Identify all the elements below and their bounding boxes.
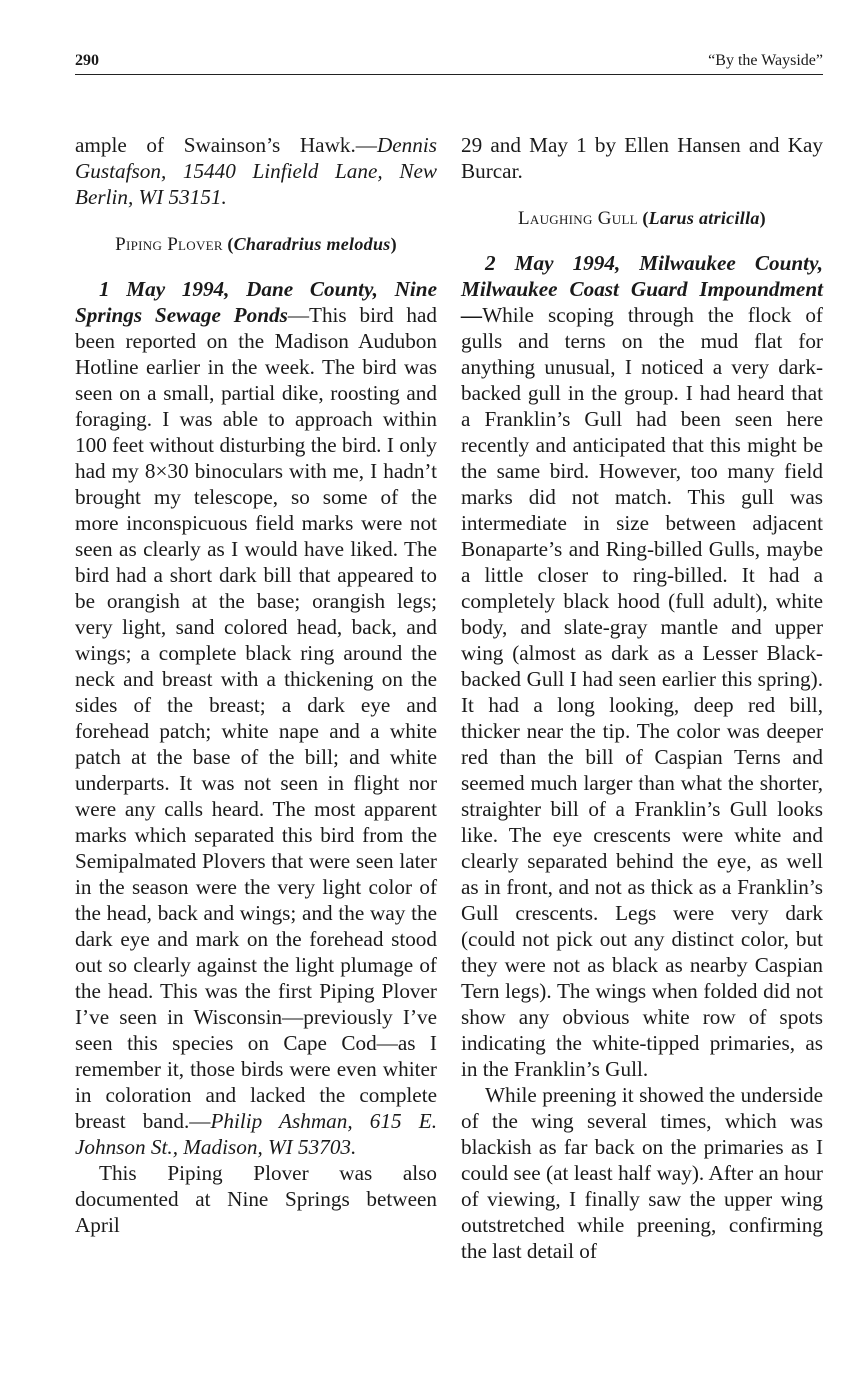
note-paragraph: This Piping Plover was also documented at Nine Springs between April	[75, 1161, 437, 1237]
right-column	[461, 132, 823, 1264]
continued-paragraph: 29 and May 1 by Ellen Hansen and Kay Burcar.	[461, 133, 823, 183]
scientific-name: Larus atricilla	[648, 208, 760, 228]
species-heading-laughing-gull: Laughing Gull (Larus atricilla)	[518, 208, 766, 229]
page-header	[75, 52, 823, 75]
left-column	[75, 132, 437, 1238]
entry-paragraph	[75, 276, 437, 1160]
author-signature: Dennis Gustafson, 15440 Linfield Lane, New Berlin, WI 53151.	[75, 133, 437, 209]
page-number: 290	[75, 52, 99, 69]
entry-body: —This bird had been reported on the Madison Audubon Hotline earlier in the week. The bird was seen on a small, partial dike, roosting and foraging. I was able to approach within 100 feet without disturbing the bird. I only had my 8×30 binoculars with me, I hadn’t brought my telescope, so some of the more inconspicuous field marks were not seen as clearly as I would have liked. The bird had a short dark bill that appeared to be orangish at the base; orangish legs; very light, sand colored head, back, and wings; a complete black ring around the neck and breast with a thickening on the sides of the breast; a dark eye and forehead patch; white nape and a white patch at the base of the bill; and white underparts. It was not seen in flight nor were any calls heard. The most apparent marks which separated this bird from the Semipalmated Plovers that were seen later in the season were the very light color of the head, back and wings; and the way the dark eye and mark on the forehead stood out so clearly against the light plumage of the head. This was the first Piping Plover I’ve seen in Wisconsin—previously I’ve seen this species on Cape Cod—as I remember it, those birds were even whiter in coloration and lacked the complete breast band.—	[75, 303, 437, 1133]
entry-lead-in: 1 May 1994, Dane County, Nine Springs Sewage Ponds	[75, 277, 437, 327]
common-name: Laughing Gull	[518, 208, 638, 229]
common-name: Piping Plover	[115, 234, 223, 255]
running-title: “By the Wayside”	[708, 52, 823, 69]
author-signature: Philip Ashman, 615 E. Johnson St., Madison, WI 53703.	[75, 1109, 437, 1159]
entry-paragraph	[461, 250, 823, 1082]
entry-paragraph-2: While preening it showed the underside of the wing several times, which was blackish as far back on the primaries as I could see (at least half way). After an hour of viewing, I finally saw the upper wing outstretched while preening, confirming the last detail of	[461, 1083, 823, 1263]
entry-body: While scoping through the flock of gulls and terns on the mud flat for anything unusual, I noticed a very dark-backed gull in the group. I had heard that a Franklin’s Gull had been seen here recently and anticipated that this might be the same bird. However, too many field marks did not match. This gull was intermediate in size between adjacent Bonaparte’s and Ring-billed Gulls, maybe a little closer to ring-billed. It had a completely black hood (full adult), white body, and slate-gray mantle and upper wing (almost as dark as a Lesser Black-backed Gull I had seen earlier this spring). It had a long looking, deep red bill, thicker near the tip. The color was deeper red than the bill of Caspian Terns and seemed much larger than what the shorter, straighter bill of a Franklin’s Gull looks like. The eye crescents were white and clearly separated behind the eye, as well as in front, and not as thick as a Franklin’s Gull crescents. Legs were very dark (could not pick out any distinct color, but they were not as black as nearby Caspian Tern legs). The wings when folded did not show any obvious white row of spots indicating the white-tipped primaries, as in the Franklin’s Gull.	[461, 303, 823, 1081]
entry-lead-in: 2 May 1994, Milwaukee County, Milwaukee Coast Guard Impoundment—	[461, 251, 823, 327]
species-heading-piping-plover: Piping Plover (Charadrius melodus)	[115, 234, 397, 255]
continued-paragraph: ample of Swainson’s Hawk.—Dennis Gustafson, 15440 Linfield Lane, New Berlin, WI 53151.	[75, 133, 437, 209]
scientific-name: Charadrius melodus	[233, 234, 391, 254]
